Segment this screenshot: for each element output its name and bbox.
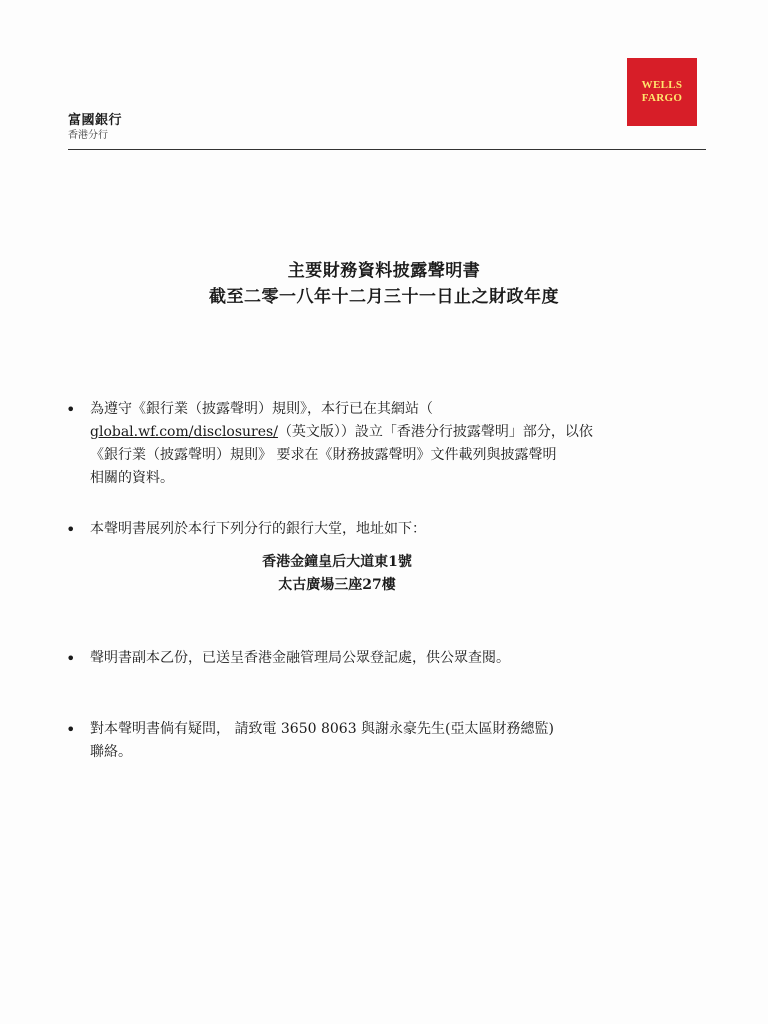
bullet-3-text: • 聲明書副本乙份，已送呈香港金融管理局公眾登記處，供公眾查閱。 [90,650,510,666]
document-title [0,258,768,310]
bullet-list [66,398,706,764]
bullet-1-line-4: 相關的資料。 [90,470,174,486]
bullet-item-contact [66,718,706,764]
branch-name: 香港分行 [68,130,108,141]
bank-name: 富國銀行 [68,113,123,128]
bullet-item-registry [66,647,706,670]
wells-fargo-logo [627,58,697,126]
logo-line-1: WELLS [641,79,683,91]
bullet-1-line-2-rest: （英文版））設立「香港分行披露聲明」部分，以依 [277,424,593,440]
bullet-4-line-2: 聯絡。 [90,744,132,760]
title-line-1: 主要財務資料披露聲明書 [287,261,481,281]
bullet-1-line-1: • 為遵守《銀行業（披露聲明）規則》，本行已在其網站（ [90,401,433,417]
bullet-1-line-2 [90,421,706,444]
letterhead [68,113,122,143]
logo-line-2: FARGO [641,92,683,104]
address-line-1: 香港金鐘皇后大道東1號 [262,554,412,570]
bullet-item-disclosure [66,398,706,490]
address-line-2: 太古廣場三座27樓 [278,577,396,593]
disclosure-link[interactable]: global.wf.com/disclosures/ [90,424,278,440]
bullet-1-line-3: 《銀行業（披露聲明）規則》 要求在《財務披露聲明》文件載列與披露聲明 [90,447,557,463]
bullet-2-text: • 本聲明書展列於本行下列分行的銀行大堂，地址如下： [90,521,426,537]
title-line-2: 截至二零一八年十二月三十一日止之財政年度 [209,287,559,307]
bullet-4-line-1: • 對本聲明書倘有疑問， 請致電 3650 8063 與謝永豪先生(亞太區財務總監) [90,721,554,737]
branch-address [66,551,706,597]
header-divider [68,149,706,150]
bullet-item-location [66,518,706,541]
